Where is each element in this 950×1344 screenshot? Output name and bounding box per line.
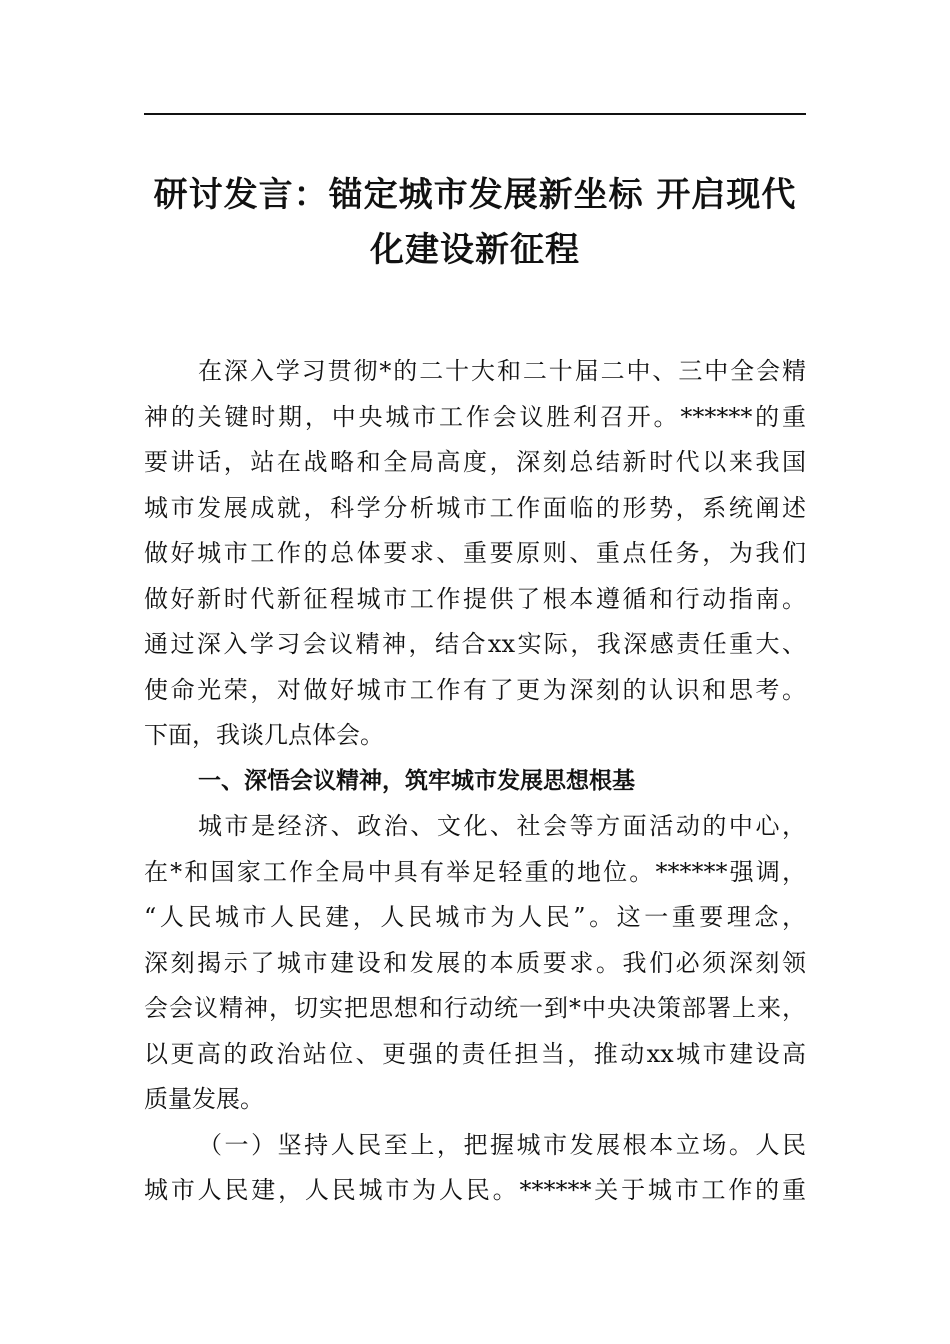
text-line: 以更高的政治站位、更强的责任担当，推动xx城市建设高 xyxy=(144,1039,806,1068)
text-line: 使命光荣，对做好城市工作有了更为深刻的认识和思考。 xyxy=(144,675,806,704)
text-line: 城市发展成就，科学分析城市工作面临的形势，系统阐述 xyxy=(144,493,806,522)
text-line: “人民城市人民建，人民城市为人民”。这一重要理念， xyxy=(144,903,806,931)
text-line: （一）坚持人民至上，把握城市发展根本立场。人民 xyxy=(198,1130,806,1159)
text-line: 质量发展。 xyxy=(144,1085,264,1113)
text-line: 深刻揭示了城市建设和发展的本质要求。我们必须深刻领 xyxy=(144,948,806,977)
text-line: 要讲话，站在战略和全局高度，深刻总结新时代以来我国 xyxy=(144,448,806,476)
text-line: 做好新时代新征程城市工作提供了根本遵循和行动指南。 xyxy=(144,584,806,613)
text-line: 做好城市工作的总体要求、重要原则、重点任务，为我们 xyxy=(144,539,806,567)
text-line: 通过深入学习会议精神，结合xx实际，我深感责任重大、 xyxy=(144,630,806,658)
text-line: 下面，我谈几点体会。 xyxy=(144,721,384,749)
paragraph-intro xyxy=(144,349,806,759)
text-line: 会会议精神，切实把思想和行动统一到*中央决策部署上来， xyxy=(144,994,806,1022)
paragraph-subsection1 xyxy=(144,1123,806,1214)
text-line: 在深入学习贯彻*的二十大和二十届二中、三中全会精 xyxy=(198,357,806,385)
text-line: 城市人民建，人民城市为人民。******关于城市工作的重 xyxy=(144,1176,806,1204)
document-title xyxy=(144,168,806,278)
header-rule xyxy=(144,113,806,115)
text-line: 在*和国家工作全局中具有举足轻重的地位。******强调， xyxy=(144,857,806,886)
text-line: 神的关键时期，中央城市工作会议胜利召开。******的重 xyxy=(144,402,806,431)
title-line: 研讨发言：锚定城市发展新坐标 开启现代 xyxy=(153,175,797,215)
section-heading: 一、深悟会议精神，筑牢城市发展思想根基 xyxy=(198,767,635,794)
title-line: 化建设新征程 xyxy=(370,230,580,270)
document-body xyxy=(144,349,806,1214)
paragraph-section1 xyxy=(144,804,806,1123)
text-line: 城市是经济、政治、文化、社会等方面活动的中心， xyxy=(198,812,806,840)
